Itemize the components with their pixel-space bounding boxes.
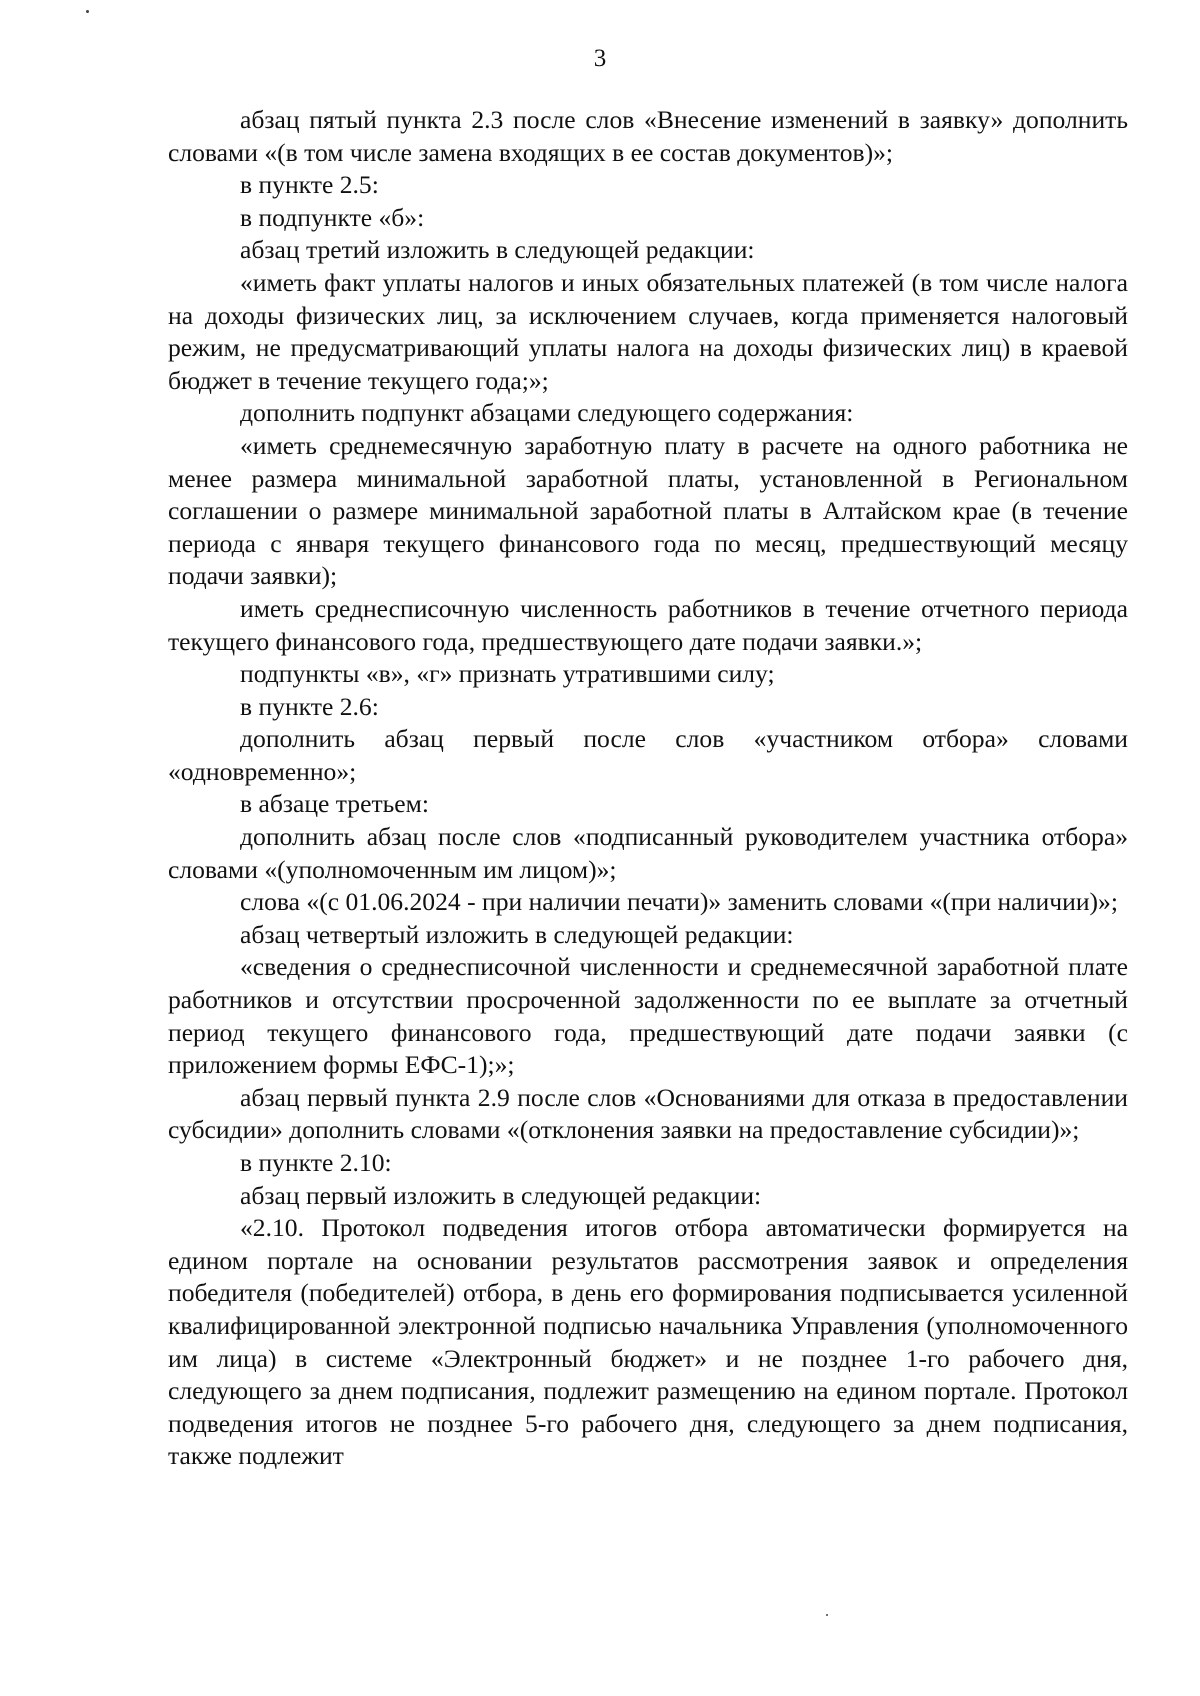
paragraph: «сведения о среднесписочной численности и среднемесячной заработной плате работников и отсутствии просроченной задолженности по ее выплате за отчетный период текущего финансового года, предшествующий дате подачи заявки (с приложением формы ЕФС-1);»; [168,952,1128,1080]
paragraph: абзац пятый пункта 2.3 после слов «Внесение изменений в заявку» дополнить словами «(в том числе замена входящих в ее состав документов)»; [168,105,1128,167]
paragraph: подпункты «в», «г» признать утратившими силу; [240,659,775,689]
page-number: 3 [593,45,607,72]
paragraph: дополнить абзац первый после слов «участником отбора» словами «одновременно»; [168,724,1128,786]
paragraph: абзац первый пункта 2.9 после слов «Основаниями для отказа в предоставлении субсидии» дополнить словами «(отклонения заявки на предоставление субсидии)»; [168,1082,1128,1145]
scan-artifact-dot [86,10,89,13]
paragraph: слова «(с 01.06.2024 - при наличии печати)» заменить словами «(при наличии)»; [240,887,1118,917]
paragraph: «2.10. Протокол подведения итогов отбора автоматически формируется на едином портале на основании результатов рассмотрения заявок и определения победителя (победителей) отбора, в день его формирования подписывается усиленной квалифицированной электронной подписью начальника Управления (уполномоченного им лица) в системе «Электронный бюджет» и не позднее 1-го рабочего дня, следующего за днем подписания, подлежит размещению на едином портале. Протокол подведения итогов не позднее 5-го рабочего дня, следующего за днем подписания, также подлежит [168,1213,1128,1471]
paragraph: дополнить подпункт абзацами следующего содержания: [240,398,854,428]
paragraph: в пункте 2.6: [240,691,379,721]
paragraph: абзац третий изложить в следующей редакции: [240,235,755,265]
scan-artifact-dot [826,1614,828,1616]
paragraph: в подпункте «б»: [240,202,425,232]
paragraph: «иметь среднемесячную заработную плату в расчете на одного работника не менее размера минимальной заработной платы, установленной в Региональном соглашении о размере минимальной заработной платы в Алтайском крае (в течение периода с января текущего финансового года по месяц, предшествующий месяцу подачи заявки); [168,430,1128,591]
paragraph: в пункте 2.5: [240,170,379,200]
paragraph: в абзаце третьем: [240,789,429,819]
document-body [168,104,1128,1473]
paragraph: иметь среднесписочную численность работников в течение отчетного периода текущего финансового года, предшествующего дате подачи заявки.»; [168,593,1128,656]
paragraph: «иметь факт уплаты налогов и иных обязательных платежей (в том числе налога на доходы физических лиц, за исключением случаев, когда применяется налоговый режим, не предусматривающий уплаты налога на доходы физических лиц) в краевой бюджет в течение текущего года;»; [168,267,1128,395]
paragraph: абзац первый изложить в следующей редакции: [240,1180,762,1210]
paragraph: абзац четвертый изложить в следующей редакции: [240,919,794,949]
paragraph: в пункте 2.10: [240,1148,392,1177]
paragraph: дополнить абзац после слов «подписанный руководителем участника отбора» словами «(уполномоченным им лицом)»; [168,822,1128,884]
